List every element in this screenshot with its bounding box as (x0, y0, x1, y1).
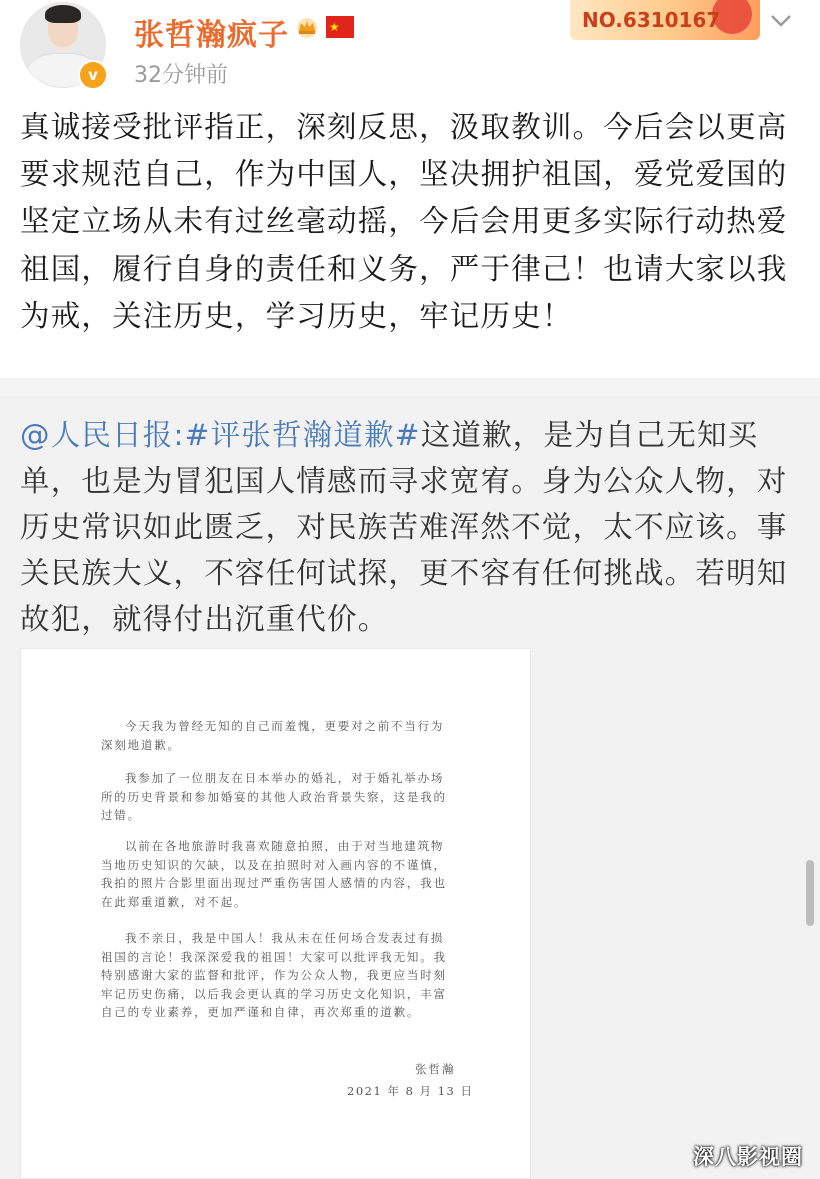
watermark: 深八影视圈 (693, 1145, 803, 1169)
mention-separator: : (173, 418, 185, 452)
statement-paragraph: 我不亲日，我是中国人！我从未在任何场合发表过有损祖国的言论！我深深爱我的祖国！大家可以批评我无知。我特别感谢大家的监督和批评，作为公众人物，我更应当时刻牢记历史伤痛，以后我会更认真的学习历史文化知识，丰富自己的专业素养，更加严谨和自律，再次郑重的道歉。 (101, 931, 447, 1020)
post-text: 真诚接受批评指正，深刻反思，汲取教训。今后会以更高要求规范自己，作为中国人，坚决拥护祖国，爱党爱国的坚定立场从未有过丝毫动摇，今后会用更多实际行动热爱祖国，履行自身的责任和义务，严于律己！也请大家以我为戒，关注历史，学习历史，牢记历史！ (20, 110, 788, 333)
hashtag-link[interactable]: #评张哲瀚道歉# (184, 418, 421, 452)
timestamp: 32分钟前 (134, 63, 228, 88)
statement-date: 2021 年 8 月 13 日 (347, 1084, 474, 1098)
repost-text-block (20, 412, 792, 642)
crown-icon (294, 16, 320, 38)
statement-paragraph: 今天我为曾经无知的自己而羞愧，更要对之前不当行为深刻地道歉。 (101, 719, 445, 752)
statement-paragraph: 我参加了一位朋友在日本举办的婚礼，对于婚礼举办场所的历史背景和参加婚宴的其他人政治背景失察，这是我的过错。 (101, 771, 447, 823)
verified-badge-icon: v (78, 60, 108, 90)
post-header (0, 0, 820, 100)
repost-text: 这道歉，是为自己无知买单，也是为冒犯国人情感而寻求宽宥。身为公众人物，对历史常识如此匮乏，对民族苦难浑然不觉，太不应该。事关民族大义，不容任何试探，更不容有任何挑战。若明知故犯，就得付出沉重代价。 (20, 418, 788, 636)
username[interactable]: 张哲瀚疯子 (134, 18, 289, 53)
divider (0, 378, 820, 396)
mention-link[interactable]: @人民日报 (20, 418, 174, 452)
chevron-down-icon[interactable] (768, 8, 794, 32)
fan-card-badge[interactable] (570, 0, 760, 40)
fan-card-number: NO.6310167 (582, 8, 721, 32)
avatar-hair (45, 5, 81, 23)
statement-image[interactable] (20, 648, 531, 1179)
china-flag-icon: ★ (326, 16, 354, 38)
scrollbar[interactable] (806, 860, 814, 926)
statement-paragraph: 以前在各地旅游时我喜欢随意拍照，由于对当地建筑物当地历史知识的欠缺，以及在拍照时对入画内容的不谨慎，我拍的照片合影里面出现过严重伤害国人感情的内容，我也在此郑重道歉，对不起。 (101, 839, 447, 909)
statement-signature: 张哲瀚 (415, 1062, 456, 1076)
